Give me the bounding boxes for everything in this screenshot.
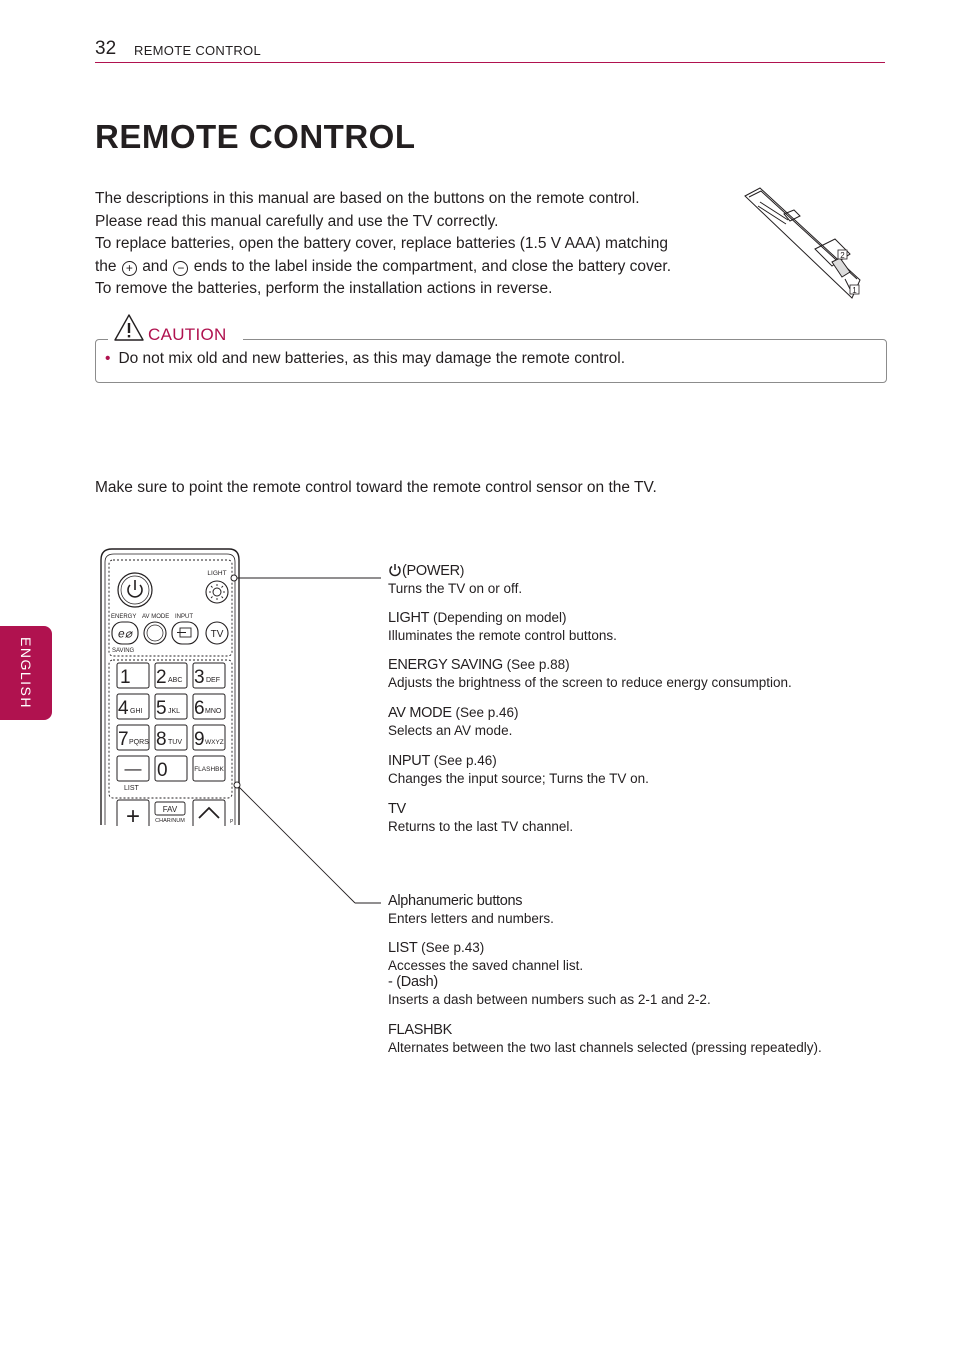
- remote-fav-label: FAV: [162, 805, 178, 814]
- callout-power: [388, 561, 908, 597]
- remote-dash-label: —: [124, 759, 142, 778]
- intro-line-5: To remove the batteries, perform the installation actions in reverse.: [95, 280, 553, 297]
- remote-key-7-letters: PQRS: [129, 739, 149, 746]
- callout-energy-key: ENERGY SAVING: [388, 657, 503, 673]
- remote-input-label: INPUT: [175, 614, 193, 620]
- callout-flashbk: [388, 1021, 908, 1056]
- callout-alphanumeric-key: Alphanumeric buttons: [388, 893, 523, 909]
- remote-energy-label: ENERGY: [111, 614, 137, 620]
- callout-tv-key: TV: [388, 801, 406, 817]
- remote-key-3-letters: DEF: [206, 677, 220, 684]
- remote-key-9: 9: [194, 729, 205, 750]
- callout-flashbk-desc: Alternates between the two last channels selected (pressing repeatedly).: [388, 1040, 822, 1055]
- callout-avmode-key: AV MODE: [388, 705, 452, 721]
- callout-light: [388, 609, 908, 644]
- remote-key-5: 5: [156, 698, 167, 719]
- remote-key-9-letters: WXYZ: [205, 739, 224, 746]
- callout-input-ref: (See p.46): [430, 753, 497, 768]
- caution-label: CAUTION: [148, 325, 227, 344]
- callout-energy-saving: [388, 656, 908, 691]
- remote-key-2: 2: [156, 667, 167, 688]
- callout-avmode-ref: (See p.46): [451, 705, 519, 720]
- callout-input: [388, 752, 908, 787]
- remote-key-1: 1: [120, 667, 131, 688]
- remote-charnum-label: CHAR/NUM: [155, 818, 185, 824]
- remote-key-8: 8: [156, 729, 167, 750]
- pointing-instruction: Make sure to point the remote control toward the remote control sensor on the TV.: [95, 479, 657, 496]
- remote-flashbk-label: FLASHBK: [194, 766, 224, 773]
- callout-list-button: [388, 939, 908, 974]
- intro-line-4b: and: [142, 257, 169, 275]
- callout-energy-ref: (See p.88): [502, 657, 570, 672]
- page-number: 32: [95, 38, 117, 59]
- running-head: REMOTE CONTROL: [134, 43, 261, 58]
- callout-power-ref: ): [459, 563, 465, 578]
- remote-key-6-letters: MNO: [205, 708, 222, 715]
- callout-dash-desc: Inserts a dash between numbers such as 2-1 and 2-2.: [388, 992, 711, 1007]
- intro-line-4a: the: [95, 257, 117, 275]
- callout-avmode-desc: Selects an AV mode.: [388, 723, 513, 738]
- remote-key-4: 4: [118, 698, 129, 719]
- callout-flashbk-key: FLASHBK: [388, 1022, 452, 1038]
- intro-line-2: Please read this manual carefully and use the TV correctly.: [95, 212, 499, 230]
- caution-bullet: •: [105, 350, 111, 367]
- remote-avmode-label: AV MODE: [142, 614, 170, 620]
- remote-key-4-letters: GHI: [130, 708, 143, 715]
- power-icon: [388, 563, 402, 577]
- callout-light-ref: (Depending on model): [429, 610, 567, 625]
- callout-av-mode: [388, 704, 908, 739]
- callout-alphanumeric-desc: Enters letters and numbers.: [388, 911, 554, 926]
- remote-light-label: LIGHT: [207, 570, 227, 577]
- remote-energy-icon: e⌀: [118, 626, 132, 641]
- callout-dash-key: - (Dash): [388, 974, 438, 990]
- callout-tv: [388, 800, 908, 835]
- callout-input-desc: Changes the input source; Turns the TV on.: [388, 771, 649, 786]
- remote-plus-label: +: [125, 803, 141, 828]
- remote-p-label: P: [230, 819, 234, 825]
- caution-text: Do not mix old and new batteries, as this may damage the remote control.: [118, 350, 626, 367]
- remote-key-6: 6: [194, 698, 205, 719]
- callout-input-key: INPUT: [388, 753, 431, 769]
- side-tab-label: ENGLISH: [18, 637, 34, 709]
- remote-key-3: 3: [194, 667, 205, 688]
- minus-icon: −: [173, 261, 188, 276]
- remote-key-7: 7: [118, 729, 129, 750]
- intro-line-1: The descriptions in this manual are based on the buttons on the remote control.: [95, 190, 640, 207]
- callout-power-key: (POWER: [402, 563, 460, 579]
- remote-key-2-letters: ABC: [168, 677, 183, 684]
- remote-key-8-letters: TUV: [168, 739, 182, 746]
- callout-light-key: LIGHT: [388, 610, 430, 626]
- plus-icon: +: [122, 261, 137, 276]
- callout-energy-desc: Adjusts the brightness of the screen to reduce energy consumption.: [388, 675, 792, 690]
- remote-saving-label: SAVING: [112, 648, 135, 654]
- intro-line-4c: ends to the label inside the compartment, and close the battery cover.: [193, 257, 672, 275]
- callout-list-key: LIST: [388, 940, 418, 956]
- callout-tv-desc: Returns to the last TV channel.: [388, 819, 574, 834]
- page-title: REMOTE CONTROL: [95, 118, 416, 155]
- callout-dash: [388, 973, 908, 1008]
- intro-line-3: To replace batteries, open the battery cover, replace batteries (1.5 V AAA) matching: [95, 235, 668, 252]
- remote-list-label: LIST: [124, 785, 139, 792]
- callout-alphanumeric: [388, 892, 908, 927]
- battery-step-2-label: 2: [840, 251, 845, 260]
- remote-key-0: 0: [157, 760, 168, 781]
- battery-step-1-label: 1: [852, 286, 857, 295]
- callout-power-desc: Turns the TV on or off.: [388, 581, 523, 596]
- callout-light-desc: Illuminates the remote control buttons.: [388, 628, 617, 643]
- callout-list-desc: Accesses the saved channel list.: [388, 958, 584, 973]
- remote-tv-label: TV: [210, 629, 224, 640]
- callout-list-ref: (See p.43): [417, 940, 485, 955]
- remote-key-5-letters: JKL: [168, 708, 181, 715]
